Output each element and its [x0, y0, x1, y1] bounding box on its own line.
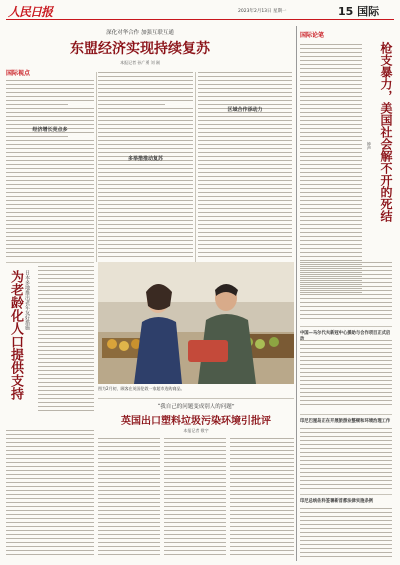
column-rule — [96, 72, 97, 262]
photo-caption: 图为2月初，顾客在英国伦敦一家超市选购商品。 — [98, 386, 185, 391]
commentary-text-lower — [300, 262, 392, 324]
main-col-2 — [98, 72, 193, 262]
brief-3-text — [300, 508, 392, 560]
section-title-commentary: 国际论笔 — [300, 32, 325, 39]
subhead-2: 区域合作添动力 — [227, 107, 263, 113]
commentary-byline: 钟声 — [367, 142, 372, 150]
lower-byline: 本报记者 敬宇 — [183, 428, 209, 433]
brief-1-title: 中国—马尔代夫新冠中心援助与合作项目正式启 — [300, 331, 391, 336]
main-byline: 本报记者 孙广勇 刘 刚 — [120, 60, 160, 65]
subhead-1: 经济增长亮点多 — [32, 127, 68, 133]
main-col-1 — [6, 80, 94, 260]
masthead-rule — [6, 19, 394, 20]
section-rule — [300, 494, 392, 495]
section-rule — [98, 398, 294, 399]
brief-1-text — [300, 340, 392, 410]
page-label: 15 国际 — [338, 5, 380, 18]
brief-3-title: 印尼总统佐科签署新首都法律实施条例 — [300, 499, 374, 504]
section-title-international: 国际视点 — [6, 70, 31, 77]
vertical-story-text-lower — [6, 430, 94, 558]
vertical-kicker: 日本多地推出老年友好措施 — [24, 270, 30, 330]
column-rule — [195, 72, 196, 262]
commentary-headline: 枪支暴力，美国社会解不开的死结 — [379, 42, 393, 222]
brief-2-title: 印尼巴厘岛正在开展旅游业整顿和环境治理工作 — [300, 419, 391, 424]
section-rule — [300, 326, 392, 327]
vertical-story-text — [38, 266, 94, 416]
commentary-text — [300, 44, 362, 299]
subhead-3: 多举措推动复苏 — [127, 156, 163, 162]
brief-2-text — [300, 428, 392, 492]
lower-col-3 — [230, 438, 294, 560]
news-photo — [98, 262, 294, 384]
main-headline: 东盟经济实现持续复苏 — [70, 41, 210, 57]
section-rule — [6, 262, 94, 263]
section-rule — [300, 414, 392, 415]
masthead-logo: 人民日报 — [8, 5, 53, 19]
lower-col-1 — [98, 438, 160, 560]
main-kicker: 深化对华合作 加强互联互通 — [106, 30, 174, 36]
lower-headline: 英国出口塑料垃圾污染环境引批评 — [121, 416, 271, 427]
masthead-date: 2023年2月13日 星期一 — [238, 9, 287, 14]
lower-kicker: “我自己的问题变成别人的问题” — [157, 404, 235, 410]
main-col-3 — [198, 72, 292, 262]
column-rule — [296, 26, 297, 561]
vertical-headline: 为老龄化人口提供支持 — [8, 270, 23, 400]
lower-col-2 — [164, 438, 226, 560]
supermarket-photo-illustration — [98, 262, 294, 384]
